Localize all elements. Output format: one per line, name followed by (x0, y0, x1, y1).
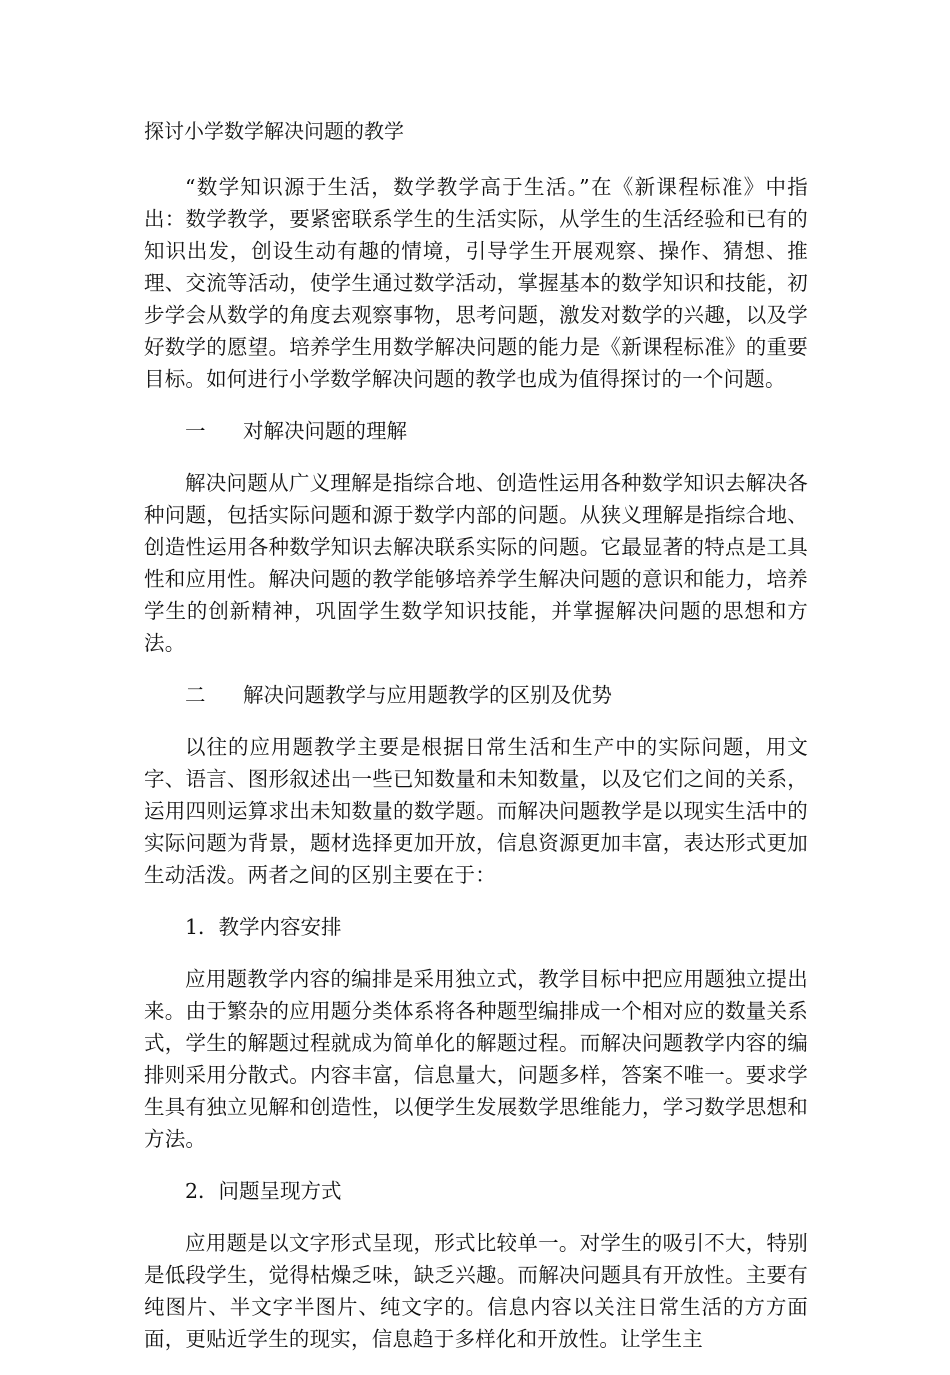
document-body (144, 115, 808, 1375)
document-title: 探讨小学数学解决问题的教学 (144, 119, 404, 143)
section-paragraph-1: 解决问题从广义理解是指综合地、创造性运用各种数学知识去解决各种问题，包括实际问题和源于数学内部的问题。从狭义理解是指综合地、创造性运用各种数学知识去解决联系实际的问题。它最显著的特点是工具性和应用性。解决问题的教学能够培养学生解决问题的意识和能力，培养学生的创新精神，巩固学生数学知识技能，并掌握解决问题的思想和方法。 (144, 471, 808, 655)
subsection-heading-2: 2．问题呈现方式 (185, 1179, 342, 1203)
section-heading-2 (144, 679, 808, 711)
subsection-paragraph-2: 应用题是以文字形式呈现，形式比较单一。对学生的吸引不大，特别是低段学生，觉得枯燥乏味，缺乏兴趣。而解决问题具有开放性。主要有纯图片、半文字半图片、纯文字的。信息内容以关注日常生活的方方面面，更贴近学生的现实，信息趋于多样化和开放性。让学生主 (144, 1231, 808, 1351)
section-title-2: 解决问题教学与应用题教学的区别及优势 (243, 683, 612, 707)
section-number-1: 一 (185, 419, 206, 443)
section-paragraph-2: 以往的应用题教学主要是根据日常生活和生产中的实际问题，用文字、语言、图形叙述出一些已知数量和未知数量，以及它们之间的关系，运用四则运算求出未知数量的数学题。而解决问题教学是以现实生活中的实际问题为背景，题材选择更加开放，信息资源更加丰富，表达形式更加生动活泼。两者之间的区别主要在于： (144, 735, 808, 887)
section-heading-1 (144, 415, 808, 447)
subsection-heading-1: 1．教学内容安排 (185, 915, 342, 939)
section-title-1: 对解决问题的理解 (243, 419, 407, 443)
section-number-2: 二 (185, 683, 206, 707)
subsection-paragraph-1: 应用题教学内容的编排是采用独立式，教学目标中把应用题独立提出来。由于繁杂的应用题分类体系将各种题型编排成一个相对应的数量关系式，学生的解题过程就成为简单化的解题过程。而解决问题教学内容的编排则采用分散式。内容丰富，信息量大，问题多样，答案不唯一。要求学生具有独立见解和创造性，以便学生发展数学思维能力，学习数学思想和方法。 (144, 967, 808, 1151)
intro-paragraph: “数学知识源于生活，数学教学高于生活。”在《新课程标准》中指出：数学教学，要紧密联系学生的生活实际，从学生的生活经验和已有的知识出发，创设生动有趣的情境，引导学生开展观察、操作、猜想、推理、交流等活动，使学生通过数学活动，掌握基本的数学知识和技能，初步学会从数学的角度去观察事物，思考问题，激发对数学的兴趣，以及学好数学的愿望。培养学生用数学解决问题的能力是《新课程标准》的重要目标。如何进行小学数学解决问题的教学也成为值得探讨的一个问题。 (144, 175, 808, 391)
